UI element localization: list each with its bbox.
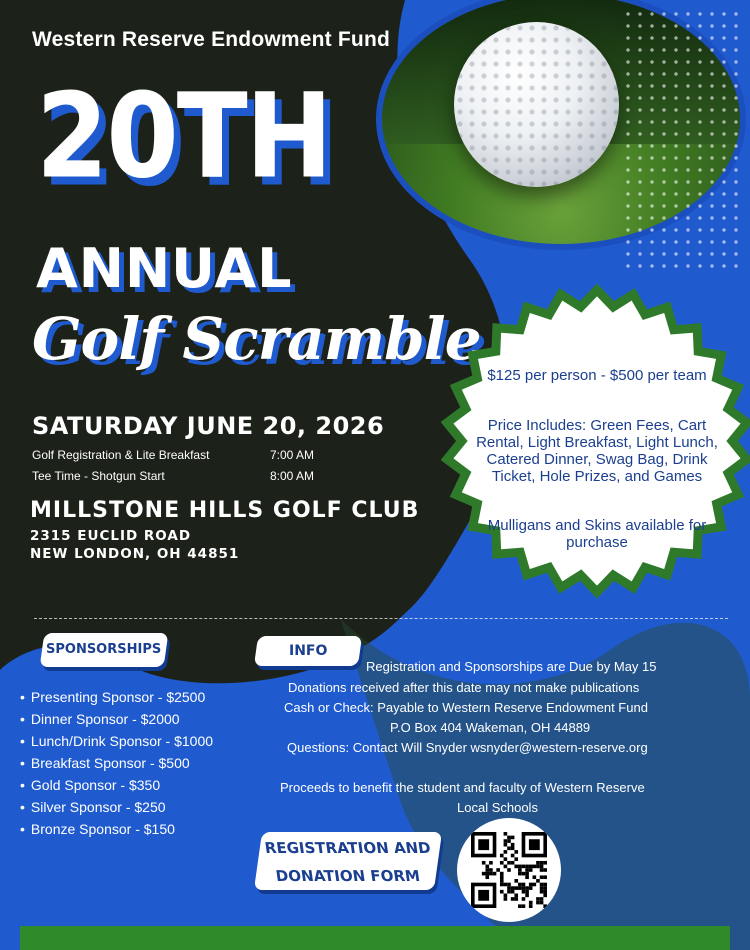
venue-address-line1: 2315 EUCLID ROAD [30,528,192,544]
proceeds-line: Proceeds to benefit the student and faculty of Western Reserve [280,780,645,795]
list-item: • Silver Sponsor - $250 [20,796,213,818]
price-text: $125 per person - $500 per team [487,367,707,384]
registration-form-button[interactable] [254,832,442,890]
schedule-time: 7:00 AM [270,448,315,462]
sponsorships-tag: SPONSORSHIPS [40,633,169,667]
title-ordinal: 20TH [36,67,331,205]
proceeds-line: Local Schools [457,800,538,815]
info-line: Questions: Contact Will Snyder wsnyder@western-reserve.org [287,740,648,755]
schedule-label: Golf Registration & Lite Breakfast [32,448,210,462]
schedule-label: Tee Time - Shotgun Start [32,469,165,483]
list-item: • Dinner Sponsor - $2000 [20,708,213,730]
footer-bar [20,926,730,950]
venue-address-line2: NEW LONDON, OH 44851 [30,546,240,562]
info-tag: INFO [254,636,362,666]
qr-code-icon[interactable] [457,818,561,922]
list-item: • Breakfast Sponsor - $500 [20,752,213,774]
info-line: Cash or Check: Payable to Western Reserve Endowment Fund [284,700,648,715]
list-item: • Lunch/Drink Sponsor - $1000 [20,730,213,752]
divider [34,618,728,619]
golf-ball-image [454,22,619,187]
sponsorship-list [20,686,213,840]
title-event: Golf Scramble [32,305,481,373]
list-item: • Bronze Sponsor - $150 [20,818,213,840]
price-includes: Price Includes: Green Fees, Cart Rental, Light Breakfast, Light Lunch, Catered Dinner, Swag Bag, Drink Ticket, Hole Prizes, and Games [476,417,718,485]
schedule-row [32,448,315,462]
qr-code-pattern [471,832,547,908]
registration-line2: DONATION FORM [274,867,422,885]
list-item: • Presenting Sponsor - $2500 [20,686,213,708]
org-name: Western Reserve Endowment Fund [32,28,391,51]
schedule-time: 8:00 AM [270,469,315,483]
extras-text: Mulligans and Skins available for purchase [487,517,707,551]
registration-line1: REGISTRATION AND [263,839,432,857]
list-item: • Gold Sponsor - $350 [20,774,213,796]
title-annual: ANNUAL [36,237,293,300]
info-line: Donations received after this date may not make publications [288,680,640,695]
info-line: Registration and Sponsorships are Due by May 15 [366,659,657,674]
schedule-row [32,469,315,483]
info-line: P.O Box 404 Wakeman, OH 44889 [390,720,591,735]
event-date: SATURDAY JUNE 20, 2026 [32,412,385,440]
venue-name: MILLSTONE HILLS GOLF CLUB [30,498,420,523]
dot-pattern [622,8,742,268]
